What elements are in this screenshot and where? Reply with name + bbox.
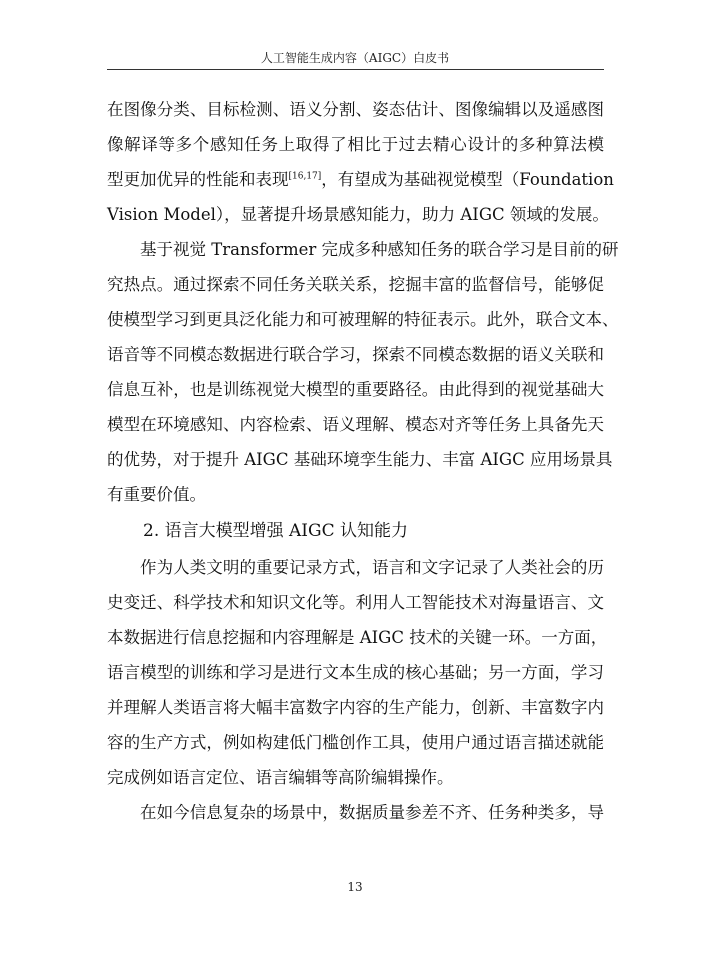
text-line: Vision Model），显著提升场景感知能力，助力 AIGC 领域的发展。 [107, 205, 609, 224]
text-fragment: 型更加优异的性能和表现 [107, 170, 289, 189]
text-line [107, 162, 614, 197]
text-fragment: ，有望成为基础视觉模型（Foundation [321, 170, 614, 189]
text-line: 信息互补，也是训练视觉大模型的重要路径。由此得到的视觉基础大 [107, 380, 604, 399]
text-line: 并理解人类语言将大幅丰富数字内容的生产能力，创新、丰富数字内 [107, 698, 604, 717]
paragraph-vision-models [107, 92, 614, 232]
text-line: 究热点。通过探索不同任务关联关系，挖掘丰富的监督信号，能够促 [107, 275, 604, 294]
text-line: 基于视觉 Transformer 完成多种感知任务的联合学习是目前的研 [140, 240, 619, 259]
paragraph-joint-learning [107, 232, 619, 512]
running-header: 人工智能生成内容（AIGC）白皮书 [260, 51, 450, 65]
text-line: 容的生产方式，例如构建低门槛创作工具，使用户通过语言描述就能 [107, 733, 604, 752]
text-line: 模型在环境感知、内容检索、语义理解、模态对齐等任务上具备先天 [107, 415, 604, 434]
header-divider [107, 69, 604, 70]
citation-reference[interactable]: [16,17] [288, 171, 322, 182]
text-line: 作为人类文明的重要记录方式，语言和文字记录了人类社会的历 [140, 558, 604, 577]
text-line: 有重要价值。 [107, 485, 206, 504]
paragraph-complex-scenarios [107, 795, 604, 830]
text-line: 本数据进行信息挖掘和内容理解是 AIGC 技术的关键一环。一方面， [107, 628, 608, 647]
text-line: 在如今信息复杂的场景中，数据质量参差不齐、任务种类多，导 [140, 803, 604, 822]
text-line: 史变迁、科学技术和知识文化等。利用人工智能技术对海量语言、文 [107, 593, 604, 612]
text-line: 完成例如语言定位、语言编辑等高阶编辑操作。 [107, 768, 454, 787]
text-line: 语音等不同模态数据进行联合学习，探索不同模态数据的语义关联和 [107, 345, 604, 364]
paragraph-language-models [107, 550, 608, 795]
text-line: 使模型学习到更具泛化能力和可被理解的特征表示。此外，联合文本、 [107, 310, 619, 329]
text-line: 的优势，对于提升 AIGC 基础环境孪生能力、丰富 AIGC 应用场景具 [107, 450, 613, 469]
page-number: 13 [347, 880, 363, 894]
section-heading: 2. 语言大模型增强 AIGC 认知能力 [143, 521, 409, 541]
text-line: 在图像分类、目标检测、语义分割、姿态估计、图像编辑以及遥感图 [107, 100, 604, 119]
text-line: 语言模型的训练和学习是进行文本生成的核心基础；另一方面，学习 [107, 663, 604, 682]
text-line: 像解译等多个感知任务上取得了相比于过去精心设计的多种算法模 [107, 135, 604, 154]
page-body [107, 92, 619, 830]
